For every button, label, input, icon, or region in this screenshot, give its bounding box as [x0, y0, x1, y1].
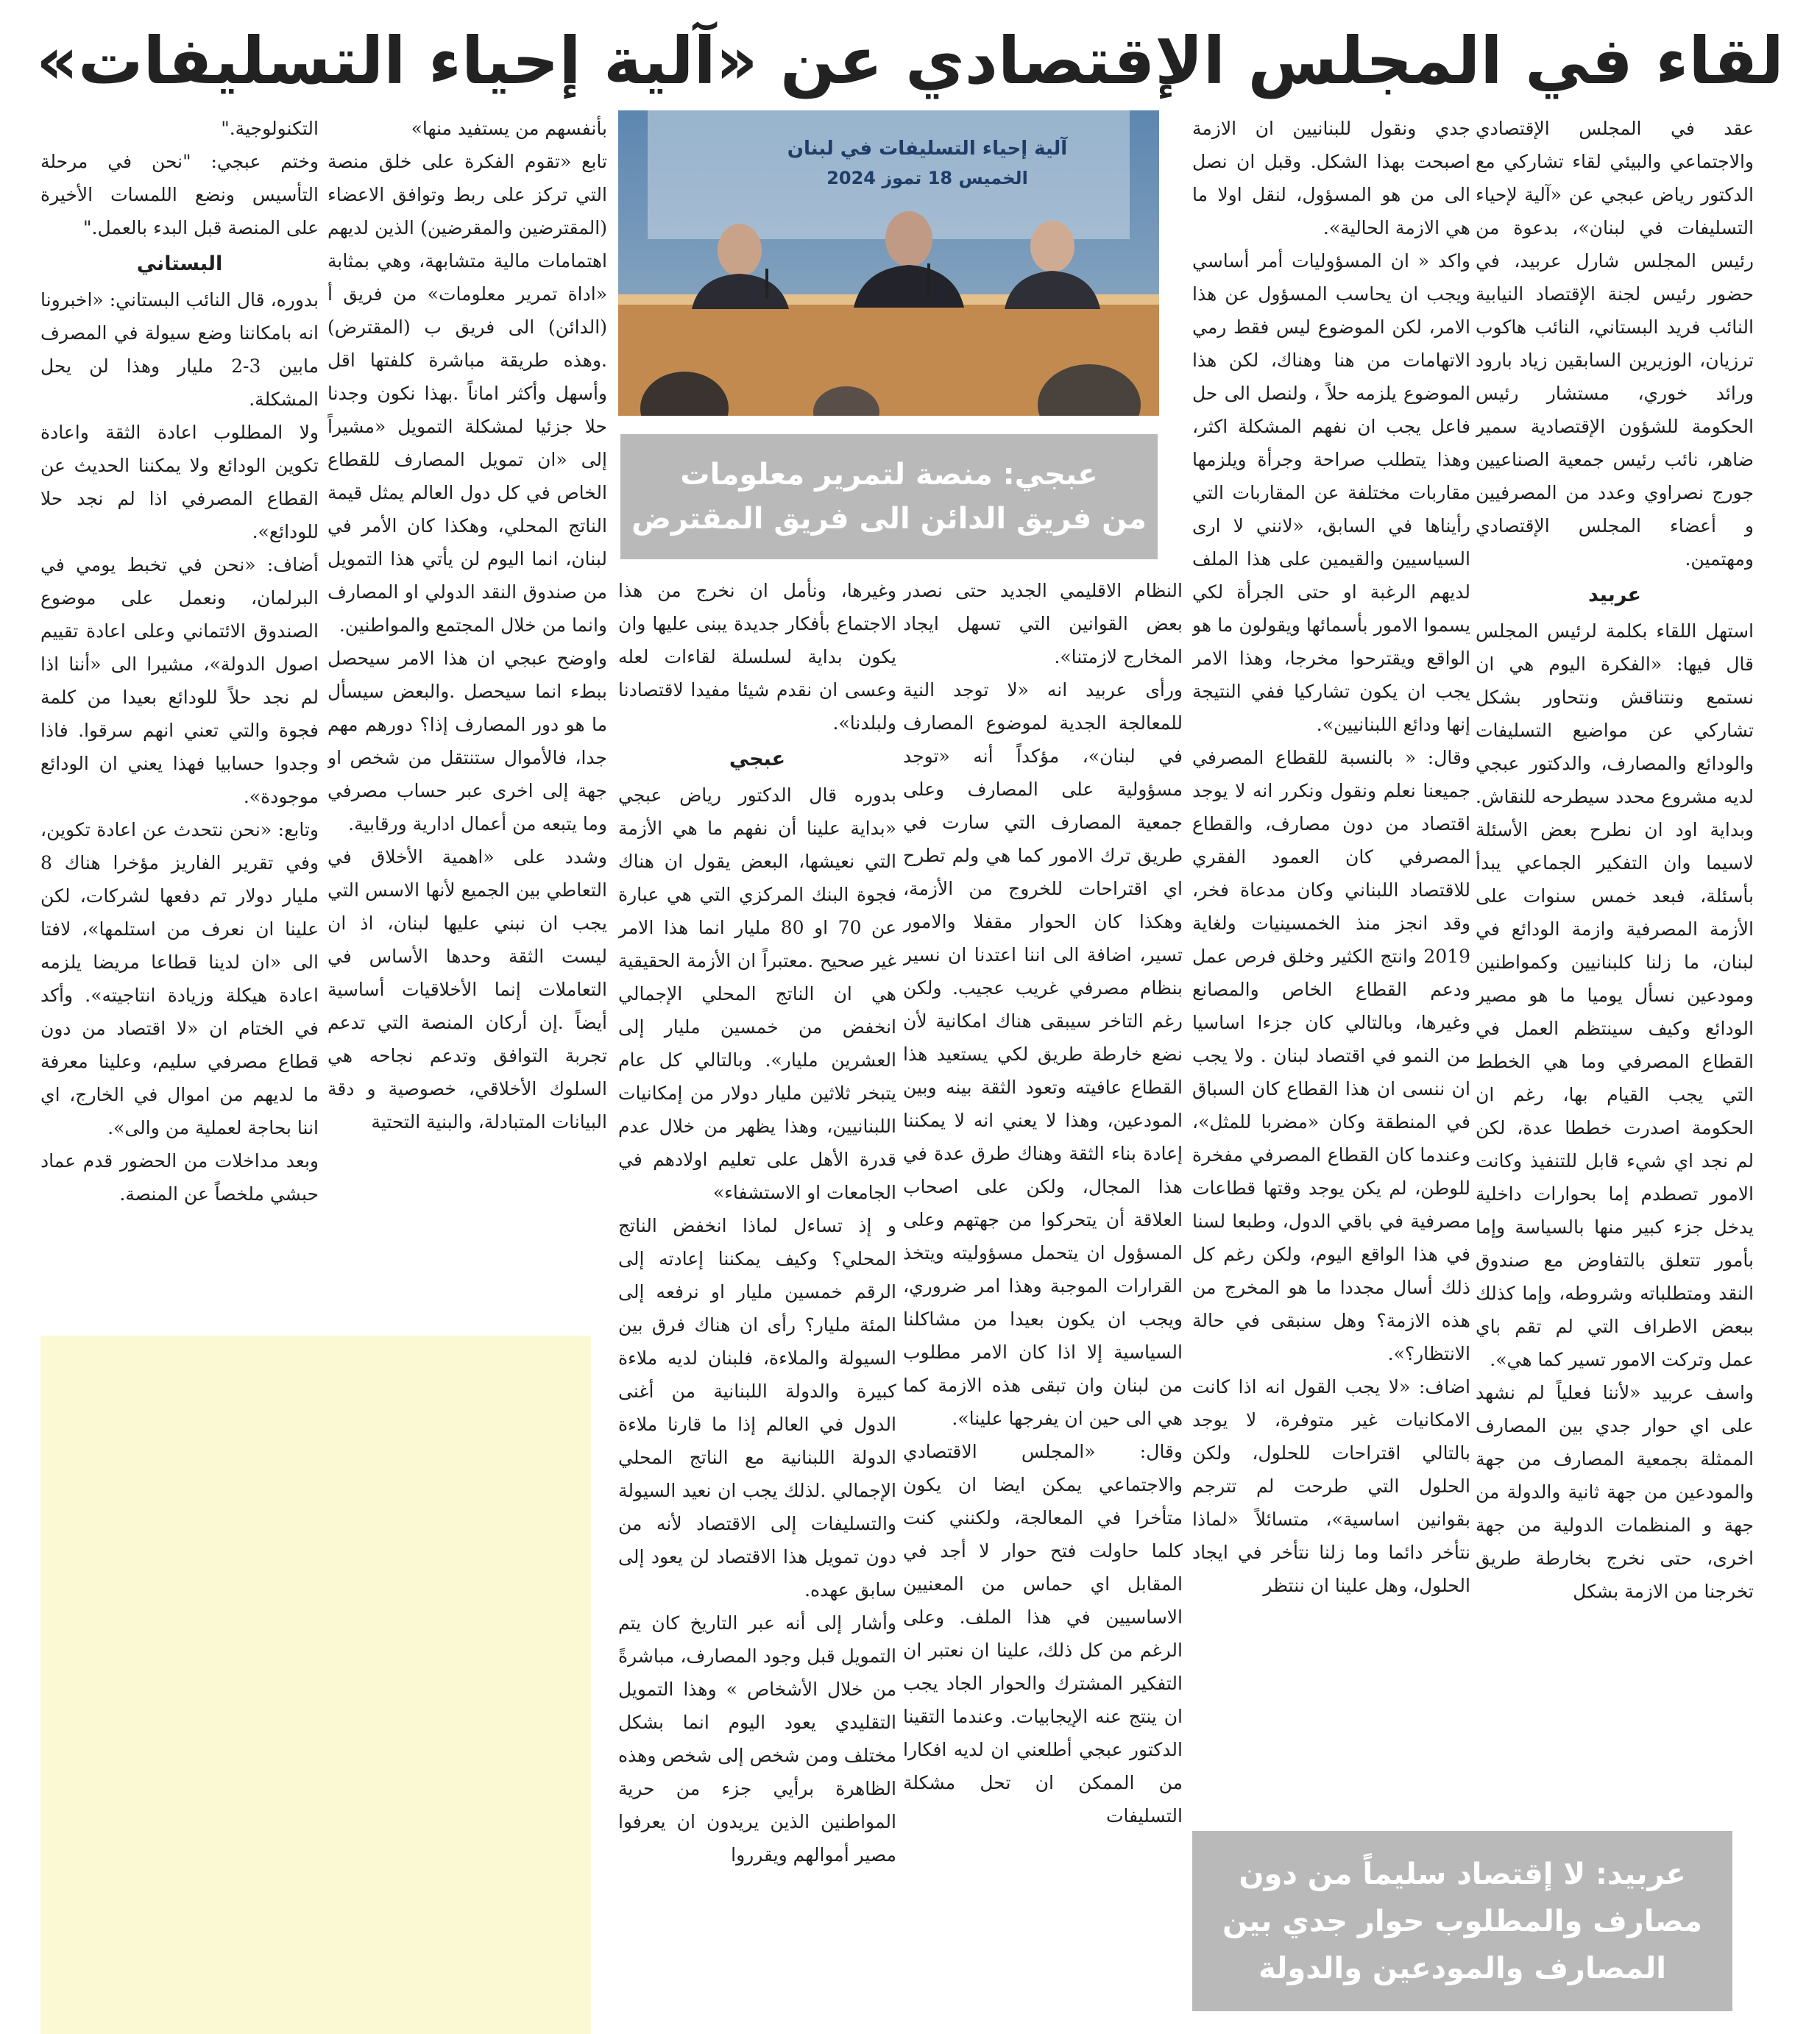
paragraph: ورأى عربيد انه «لا توجد النية للمعالجة الجدية لموضوع المصارف في لبنان»، مؤكداً أنه «توجد مسؤولية على المصارف وعلى جمعية المصارف التي سارت في طريق ترك الامور كما هي ولم تطرح اي اقتراحات للخروج من الأزمة، وهكذا كان الحوار مقفلا والامور تسير، اضافة الى اننا اعتدنا ان نسير بنظام مصرفي غريب عجيب. ولكن رغم التاخر سيبقى هناك امكانية لأن نضع خارطة طريق لكي يستعيد هذا القطاع عافيته وتعود الثقة بينه وبين المودعين، وهذا لا يعني انه لا يمكننا إعادة بناء الثقة وهناك طرق عدة في هذا المجال، ولكن على اصحاب العلاقة أن يتحركوا من جهتهم وعلى المسؤول ان يتحمل مسؤوليته ويتخذ القرارات الموجبة وهذا امر ضروري، ويجب ان يكون بعيدا من مشاكلنا السياسية إلا اذا كان الامر مطلوب من لبنان وان تبقى هذه الازمة كما هي الى حين ان يفرجها علينا». [903, 679, 1183, 1429]
article-column-4 [618, 574, 896, 2031]
article-column-5 [327, 112, 607, 1333]
paragraph: اضاف: «لا يجب القول انه اذا كانت الامكانيات غير متوفرة، لا يوجد بالتالي اقتراحات للحلول، ولكن الحلول التي طرحت لم تترجم بقوانين اساسية»، متسائلاً «لماذا نتأخر دائما وما زلنا نتأخر في ايجاد الحلول، وهل علينا ان ننتظر [1192, 1376, 1470, 1596]
conference-photo [618, 110, 1159, 416]
section-subhead: البستاني [136, 252, 223, 275]
paragraph: النظام الاقليمي الجديد حتى نصدر بعض القوانين التي تسهل ايجاد المخارج لازمتنا». [903, 580, 1183, 667]
paragraph: وقال: «المجلس الاقتصادي والاجتماعي يمكن ايضا ان يكون متأخرا في المعالجة، ولكنني كنت كلما حاولت فتح حوار لا أجد في المقابل اي حماس من المعنيين الاساسيين في هذا الملف. وعلى الرغم من كل ذلك، علينا ان نعتبر ان التفكير المشترك والحوار الجاد يجب ان ينتج عنه الإيجابيات. وعندما التقينا الدكتور عبجي أطلعني ان لديه افكارا من الممكن ان تحل مشكلة التسليفات [903, 1441, 1183, 1826]
pull-quote-line: عبجي: منصة لتمرير معلومات [680, 458, 1098, 492]
pull-quote-line: من فريق الدائن الى فريق المقترض [631, 502, 1147, 536]
section-subhead: عبجي [729, 748, 786, 770]
pull-quote-line: عربيد: لا إقتصاد سليماً من دون [1239, 1857, 1686, 1891]
paragraph: وشدد على «اهمية الأخلاق في التعاطي بين الجميع لأنها الاسس التي يجب ان نبني عليها لبنان، اذ ان ليست الثقة وحدها الأساس في التعاملات إنما الأخلاقيات أساسية أيضاً .إن أركان المنصة التي تدعم تجربة التوافق وتدعم نجاحه هي السلوك الأخلاقي، خصوصية و دقة البيانات المتبادلة، والبنية التحتية [327, 846, 607, 1133]
pull-quote-line: مصارف والمطلوب حوار جدي بين [1222, 1904, 1702, 1938]
paragraph: وتابع: «نحن نتحدث عن اعادة تكوين، وفي تقرير الفاريز مؤخرا هناك 8 مليار دولار تم دفعها لشركات، لكن علينا ان نعرف من استلمها»، لافتا الى «ان لدينا قطاعا مريضا يلزمه اعادة هيكلة وزيادة انتاجيته». وأكد في الختام ان «لا اقتصاد من دون قطاع مصرفي سليم، وعلينا معرفة ما لديهم من اموال في الخارج، اي اننا بحاجة لعملية من والى». [40, 819, 319, 1138]
conference-photo-scene [618, 110, 1159, 416]
article-column-6 [40, 112, 319, 1333]
article-column-2 [1192, 112, 1470, 1819]
paragraph: تابع «تقوم الفكرة على خلق منصة التي تركز على ربط وتوافق الاعضاء (المقترضين والمقرضين) الذين لديهم اهتمامات مالية متشابهة، وهي بمثابة «اداة تمرير معلومات» من فريق أ (الدائن) الى فريق ب (المقترض) .وهذه طريقة مباشرة كلفتها اقل وأسهل وأكثر اماناً .بهذا نكون وجدنا حلا جزئيا لمشكلة التمويل «مشيراً إلى «ان تمويل المصارف للقطاع الخاص في كل دول العالم يمثل قيمة الناتج المحلي، وهكذا كان الأمر في لبنان، انما اليوم لن يأتي هذا التمويل من صندوق النقد الدولي او المصارف وانما من خلال المجتمع والمواطنين. [327, 151, 607, 636]
article-column-1 [1476, 112, 1754, 1819]
paragraph: أضاف: «نحن في تخبط يومي في البرلمان، ونعمل على موضوع الصندوق الائتماني وعلى اعادة تقييم اصول الدولة»، مشيرا الى «أننا اذا لم نجد حلاً للودائع بعيدا من كلمة فجوة والتي تعني انهم سرقوا. فاذا وجدوا حسابيا فهذا يعني ان الودائع موجودة». [40, 554, 319, 807]
paragraph: واوضح عبجي ان هذا الامر سيحصل ببطء انما سيحصل .والبعض سيسأل ما هو دور المصارف إذا؟ دورهم مهم جدا، فالأموال ستنتقل من شخص او جهة إلى اخرى عبر حساب مصرفي وما يتبعه من أعمال ادارية ورقابية. [327, 648, 607, 834]
paragraph: بأنفسهم من يستفيد منها» [411, 118, 607, 139]
paragraph: بدوره، قال النائب البستاني: «اخبرونا انه بامكاننا وضع سيولة في المصرف مابين 3-2 مليار وهذا لن يحل المشكلة. [40, 289, 319, 410]
section-subhead: عربيد [1588, 584, 1641, 606]
empty-ad-space [40, 1336, 591, 2034]
pull-quote-line: المصارف والمودعين والدولة [1258, 1951, 1666, 1985]
paragraph: وغيرها، ونأمل ان نخرج من هذا الاجتماع بأفكار جديدة يبنى عليها وان يكون بداية لسلسلة لقاءات لعله وعسى ان نقدم شيئا مفيدا لاقتصادنا ولبلدنا». [618, 580, 896, 734]
paragraph: واسف عربيد «لأننا فعلياً لم نشهد على اي حوار جدي بين المصارف الممثلة بجمعية المصارف من جهة والمودعين من جهة ثانية والدولة من جهة و المنظمات الدولية من جهة اخرى، حتى نخرج بخارطة طريق تخرجنا من الازمة بشكل [1476, 1382, 1754, 1602]
paragraph: وختم عبجي: "نحن في مرحلة التأسيس ونضع اللمسات الأخيرة على المنصة قبل البدء بالعمل." [40, 151, 319, 238]
banner-date: الخميس 18 تموز 2024 [826, 168, 1028, 188]
paragraph: استهل اللقاء بكلمة لرئيس المجلس قال فيها: «الفكرة اليوم هي ان نستمع ونتناقش ونتحاور بشكل تشاركي عن مواضيع التسليفات والودائع والمصارف، والدكتور عبجي لديه مشروع محدد سيطرحه للنقاش. وبداية اود ان نطرح بعض الأسئلة لاسيما وان التفكير الجماعي يبدأ بأسئلة، فبعد خمس سنوات على الأزمة المصرفية وازمة الودائع في لبنان، ما زلنا كلبنانيين وكمواطنين ومودعين نسأل يوميا ما هو مصير الودائع وكيف سينتظم العمل في القطاع المصرفي وما هي الخطط التي يجب القيام بها، رغم ان الحكومة اصدرت خططا عدة، لكن لم نجد اي شيء قابل للتنفيذ وكانت الامور تصطدم إما بحوارات داخلية يدخل جزء كبير منها بالسياسة وإما بأمور تتعلق بالتفاوض مع صندوق النقد ومتطلباته وشروطه، وإما كذلك ببعض الاطراف التي لم تقم باي عمل وتركت الامور تسير كما هي». [1476, 620, 1754, 1370]
paragraph: جدي ونقول للبنانيين ان الازمة اصبحت بهذا الشكل. وقبل ان نصل الى من هو المسؤول، لنقل اولا ما هي الازمة الحالية». [1192, 118, 1470, 238]
article-column-3 [903, 574, 1183, 2031]
paragraph: وأشار إلى أنه عبر التاريخ كان يتم التمويل قبل وجود المصارف، مباشرةً من خلال الأشخاص » وهذا التمويل التقليدي يعود اليوم انما بشكل مختلف ومن شخص إلى شخص وهذه الظاهرة برأيي جزء من حرية المواطنين الذين يريدون ان يعرفوا مصير أموالهم ويقرروا [618, 1612, 896, 1865]
paragraph: عقد في المجلس الإقتصادي والاجتماعي والبيئي لقاء تشاركي مع الدكتور رياض عبجي عن «آلية لإحياء التسليفات في لبنان»، بدعوة من رئيس المجلس شارل عربيد، في حضور رئيس لجنة الإقتصاد النيابية النائب فريد البستاني، النائب هاكوب ترزيان، الوزيرين السابقين زياد بارود ورائد خوري، مستشار رئيس الحكومة للشؤون الإقتصادية سمير ضاهر، نائب رئيس جمعية الصناعيين جورج نصراوي وعدد من المصرفيين و أعضاء المجلس الإقتصادي ومهتمين. [1476, 118, 1754, 570]
paragraph: التكنولوجية." [221, 118, 319, 139]
paragraph: واكد « ان المسؤوليات أمر أساسي ويجب ان يحاسب المسؤول عن هذا الامر، لكن الموضوع ليس فقط رمي الاتهامات من هنا وهناك، لكن هذا الموضوع يلزمه حلاً ، ولنصل الى حل فاعل يجب ان نفهم المشكلة اكثر، وهذا يتطلب صراحة وجرأة ويلزمها مقاربات مختلفة عن المقاربات التي رأيناها في السابق، «لانني لا ارى السياسيين والقيمين على هذا الملف لديهم الرغبة او حتى الجرأة لكي يسموا الامور بأسمائها ويقولون ما هو الواقع ويقترحوا مخرجا، وهذا الامر يجب ان يكون تشاركيا ففي النتيجة إنها ودائع اللبنانيين». [1192, 250, 1470, 735]
paragraph: و إذ تساءل لماذا انخفض الناتج المحلي؟ وكيف يمكننا إعادته إلى الرقم خمسين مليار او نرفعه إلى المئة مليار؟ رأى ان هناك فرق بين السيولة والملاءة، فلبنان لديه ملاءة كبيرة والدولة اللبنانية من أغنى الدول في العالم إذا ما قارنا ملاءة الدولة اللبنانية مع الناتج المحلي الإجمالي .لذلك يجب ان نعيد السيولة والتسليفات إلى الاقتصاد لأنه من دون تمويل هذا الاقتصاد لن يعود إلى سابق عهده. [618, 1215, 896, 1601]
paragraph: وقال: « بالنسبة للقطاع المصرفي جميعنا نعلم ونقول ونكرر انه لا يوجد اقتصاد من دون مصارف، والقطاع المصرفي كان العمود الفقري للاقتصاد اللبناني وكان مدعاة فخر، وقد انجز منذ الخمسينيات ولغاية 2019 وانتج الكثير وخلق فرص عمل ودعم القطاع الخاص والمصانع وغيرها، وبالتالي كان جزءا اساسيا من النمو في اقتصاد لبنان . ولا يجب ان ننسى ان هذا القطاع كان السباق في المنطقة وكان «مضربا للمثل»، وعندما كان القطاع المصرفي مفخرة للوطن، لم يكن يوجد وقتها قطاعات مصرفية في باقي الدول، وطبعا لسنا في هذا الواقع اليوم، ولكن رغم كل ذلك أسال مجددا ما هو المخرج من هذه الازمة؟ وهل سنبقى في حالة الانتظار؟». [1192, 747, 1470, 1364]
pull-quote-arbid [1192, 1831, 1732, 2011]
banner-title: آلية إحياء التسليفات في لبنان [787, 138, 1068, 160]
paragraph: بدوره قال الدكتور رياض عبجي «بداية علينا أن نفهم ما هي الأزمة التي نعيشها، البعض يقول ان هناك فجوة البنك المركزي التي هي عبارة عن 70 او 80 مليار انما هذا الامر غير صحيح .معتبراً ان الأزمة الحقيقية هي ان الناتج المحلي الإجمالي انخفض من خمسين مليار إلى العشرين مليار». وبالتالي كل عام يتبخر ثلاثين مليار دولار من إمكانيات اللبنانيين، وهذا يظهر من خلال عدم قدرة الأهل على تعليم اولادهم في الجامعات او الاستشفاء» [618, 784, 896, 1203]
paragraph: ولا المطلوب اعادة الثقة واعادة تكوين الودائع ولا يمكننا الحديث عن القطاع المصرفي اذا لم نجد حلا للودائع». [40, 422, 319, 542]
paragraph: وبعد مداخلات من الحضور قدم عماد حبشي ملخصاً عن المنصة. [40, 1150, 319, 1205]
page-headline: لقاء في المجلس الإقتصادي عن «آلية إحياء التسليفات» [36, 22, 1784, 99]
pull-quote-abjee [620, 434, 1158, 559]
